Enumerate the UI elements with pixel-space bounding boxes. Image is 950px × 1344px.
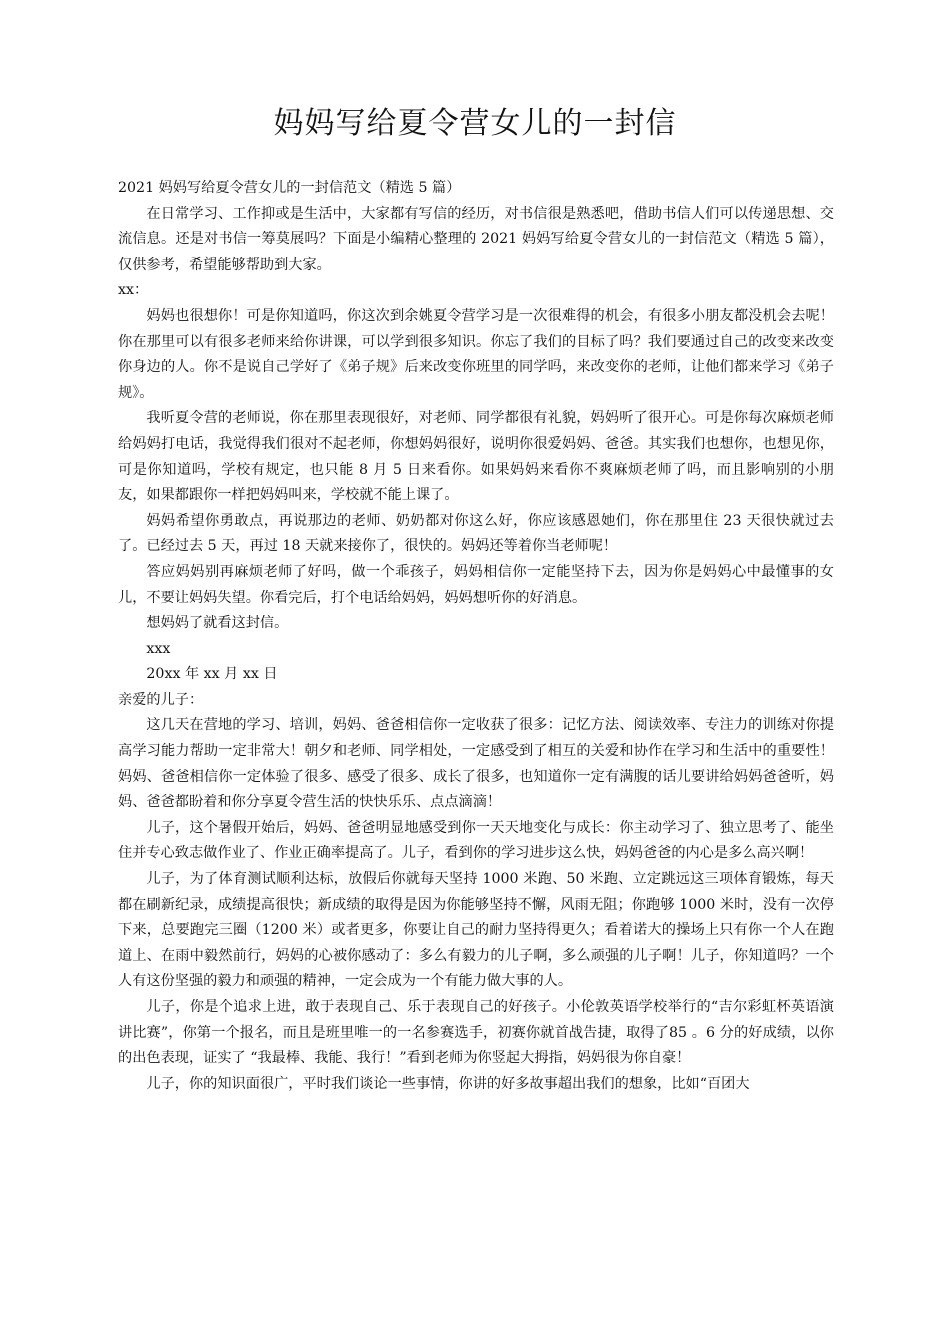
- date-line: 20xx 年 xx 月 xx 日: [146, 666, 278, 683]
- body-paragraph: 儿子，你是个追求上进，敢于表现自己、乐于表现自己的好孩子。小伦敦英语学校举行的“吉尔彩虹杯英语演讲比赛”，你第一个报名，而且是班里唯一的一名参赛选手，初赛你就首战告捷，取得了85 。6 分的好成绩，以你的出色表现，证实了 “我最棒、我能、我行！”看到老师为你竖起大拇指，妈妈很为你自豪！: [118, 999, 834, 1067]
- body-paragraph: 答应妈妈别再麻烦老师了好吗，做一个乖孩子，妈妈相信你一定能坚持下去，因为你是妈妈心中最懂事的女儿，不要让妈妈失望。你看完后，打个电话给妈妈，妈妈想听你的好消息。: [118, 563, 834, 606]
- body-paragraph: 儿子，你的知识面很广，平时我们谈论一些事情，你讲的好多故事超出我们的想象，比如“百团大: [146, 1075, 750, 1092]
- body-paragraph: 妈妈希望你勇敢点，再说那边的老师、奶奶都对你这么好，你应该感恩她们，你在那里住 23 天很快就过去了。已经过去 5 天，再过 18 天就来接你了，很快的。妈妈还等着你当老师呢！: [118, 512, 834, 555]
- intro-paragraph: 在日常学习、工作抑或是生活中，大家都有写信的经历，对书信很是熟悉吧，借助书信人们可以传递思想、交流信息。还是对书信一筹莫展吗？下面是小编精心整理的 2021 妈妈写给夏令营女儿的一封信范文（精选 5 篇），仅供参考，希望能够帮助到大家。: [118, 205, 834, 273]
- salutation-line: xx：: [118, 282, 149, 299]
- body-paragraph: 想妈妈了就看这封信。: [146, 615, 289, 632]
- subtitle-line: 2021 妈妈写给夏令营女儿的一封信范文（精选 5 篇）: [118, 180, 461, 196]
- body-paragraph: 妈妈也很想你！可是你知道吗，你这次到余姚夏令营学习是一次很难得的机会，有很多小朋友都没机会去呢！你在那里可以有很多老师来给你讲课，可以学到很多知识。你忘了我们的目标了吗？我们要通过自己的改变来改变你身边的人。你不是说自己学好了《弟子规》后来改变你班里的同学吗，来改变你的老师，让他们都来学习《弟子规》。: [118, 307, 834, 401]
- body-paragraph: 儿子，这个暑假开始后，妈妈、爸爸明显地感受到你一天天地变化与成长：你主动学习了、独立思考了、能坐住并专心致志做作业了、作业正确率提高了。儿子，看到你的学习进步这么快，妈妈爸爸的内心是多么高兴啊！: [118, 819, 834, 862]
- body-paragraph: 我听夏令营的老师说，你在那里表现很好，对老师、同学都很有礼貌，妈妈听了很开心。可是你每次麻烦老师给妈妈打电话，我觉得我们很对不起老师，你想妈妈很好，说明你很爱妈妈、爸爸。其实我们也想你，也想见你，可是你知道吗，学校有规定，也只能 8 月 5 日来看你。如果妈妈来看你不爽麻烦老师了吗，而且影响别的小朋友，如果都跟你一样把妈妈叫来，学校就不能上课了。: [118, 410, 834, 504]
- salutation-line: 亲爱的儿子：: [118, 691, 204, 708]
- document-body: [118, 176, 834, 1097]
- document-title: 妈妈写给夏令营女儿的一封信: [273, 106, 677, 141]
- body-paragraph: 这几天在营地的学习、培训，妈妈、爸爸相信你一定收获了很多：记忆方法、阅读效率、专注力的训练对你提高学习能力帮助一定非常大！朝夕和老师、同学相处，一定感受到了相互的关爱和协作在学习和生活中的重要性！妈妈、爸爸相信你一定体验了很多、感受了很多、成长了很多，也知道你一定有满腹的话儿要讲给妈妈爸爸听，妈妈、爸爸都盼着和你分享夏令营生活的快快乐乐、点点滴滴！: [118, 717, 834, 811]
- signature-line: xxx: [146, 640, 171, 657]
- body-paragraph: 儿子，为了体育测试顺利达标，放假后你就每天坚持 1000 米跑、50 米跑、立定跳远这三项体育锻炼，每天都在刷新纪录，成绩提高很快；新成绩的取得是因为你能够坚持不懈，风雨无阻；你跑够 1000 米时，没有一次停下来，总要跑完三圈（1200 米）或者更多，你要让自己的耐力坚持得更久；看着诺大的操场上只有你一个人在跑道上、在雨中毅然前行，妈妈的心被你感动了：多么有毅力的儿子啊，多么顽强的儿子啊！儿子，你知道吗？一个人有这份坚强的毅力和顽强的精神，一定会成为一个有能力做大事的人。: [118, 871, 834, 990]
